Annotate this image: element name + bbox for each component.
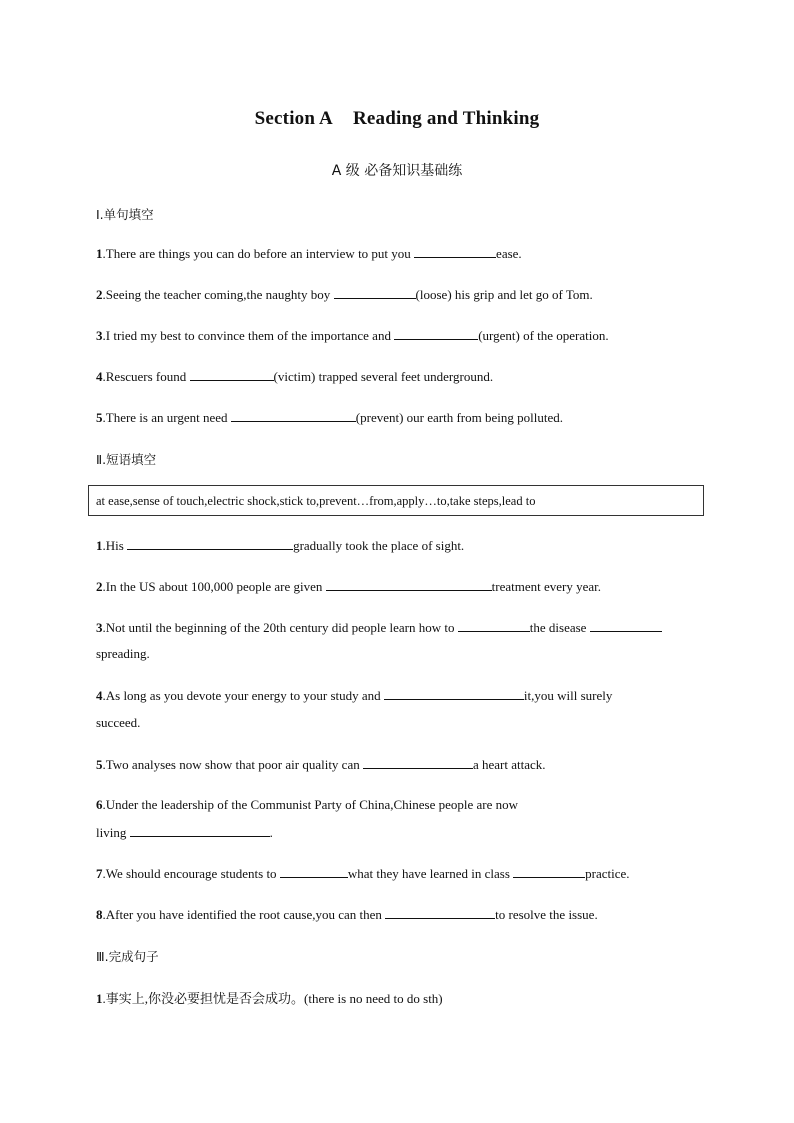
question-continuation: succeed.	[96, 715, 141, 730]
answer-blank[interactable]	[127, 537, 293, 550]
question-continuation: spreading.	[96, 646, 150, 661]
answer-blank[interactable]	[130, 824, 270, 837]
question-row: 8.After you have identified the root cause,you can then to resolve the issue.	[96, 907, 598, 922]
question-row: 3.I tried my best to convince them of the importance and (urgent) of the operation.	[96, 328, 609, 343]
phrase-bank-box: at ease,sense of touch,electric shock,stick to,prevent…from,apply…to,take steps,lead to	[88, 485, 704, 516]
question-row: 1.事实上,你没必要担忧是否会成功。(there is no need to do sth)	[96, 991, 443, 1006]
question-row: 5.Two analyses now show that poor air quality can a heart attack.	[96, 757, 546, 772]
question-row: 7.We should encourage students to what they have learned in class practice.	[96, 866, 630, 881]
answer-blank[interactable]	[458, 619, 530, 632]
answer-blank[interactable]	[363, 756, 473, 769]
answer-blank[interactable]	[231, 409, 356, 422]
section-heading-3: Ⅲ.完成句子	[96, 949, 159, 964]
question-row: 2.In the US about 100,000 people are given treatment every year.	[96, 579, 601, 594]
question-row: 6.Under the leadership of the Communist Party of China,Chinese people are now	[96, 797, 519, 812]
answer-blank[interactable]	[190, 368, 274, 381]
answer-blank[interactable]	[334, 286, 416, 299]
question-row: 4.Rescuers found (victim) trapped several feet underground.	[96, 369, 494, 384]
level-subtitle: A 级 必备知识基础练	[331, 163, 463, 179]
question-row: 1.His gradually took the place of sight.	[96, 538, 465, 553]
question-continuation: living .	[96, 825, 273, 840]
answer-blank[interactable]	[280, 865, 348, 878]
page-title: Section A Reading and Thinking	[254, 108, 540, 129]
section-heading-1: Ⅰ.单句填空	[96, 207, 154, 222]
answer-blank[interactable]	[384, 687, 524, 700]
answer-blank[interactable]	[385, 906, 495, 919]
question-row: 2.Seeing the teacher coming,the naughty boy (loose) his grip and let go of Tom.	[96, 287, 593, 302]
answer-blank[interactable]	[326, 578, 492, 591]
question-row: 4.As long as you devote your energy to your study and it,you will surely	[96, 688, 613, 703]
answer-blank[interactable]	[414, 245, 496, 258]
question-row: 1.There are things you can do before an interview to put you ease.	[96, 246, 522, 261]
answer-blank[interactable]	[590, 619, 662, 632]
answer-blank[interactable]	[394, 327, 478, 340]
question-row: 5.There is an urgent need (prevent) our earth from being polluted.	[96, 410, 563, 425]
answer-blank[interactable]	[513, 865, 585, 878]
section-heading-2: Ⅱ.短语填空	[96, 452, 157, 467]
question-row: 3.Not until the beginning of the 20th century did people learn how to the disease	[96, 619, 662, 636]
